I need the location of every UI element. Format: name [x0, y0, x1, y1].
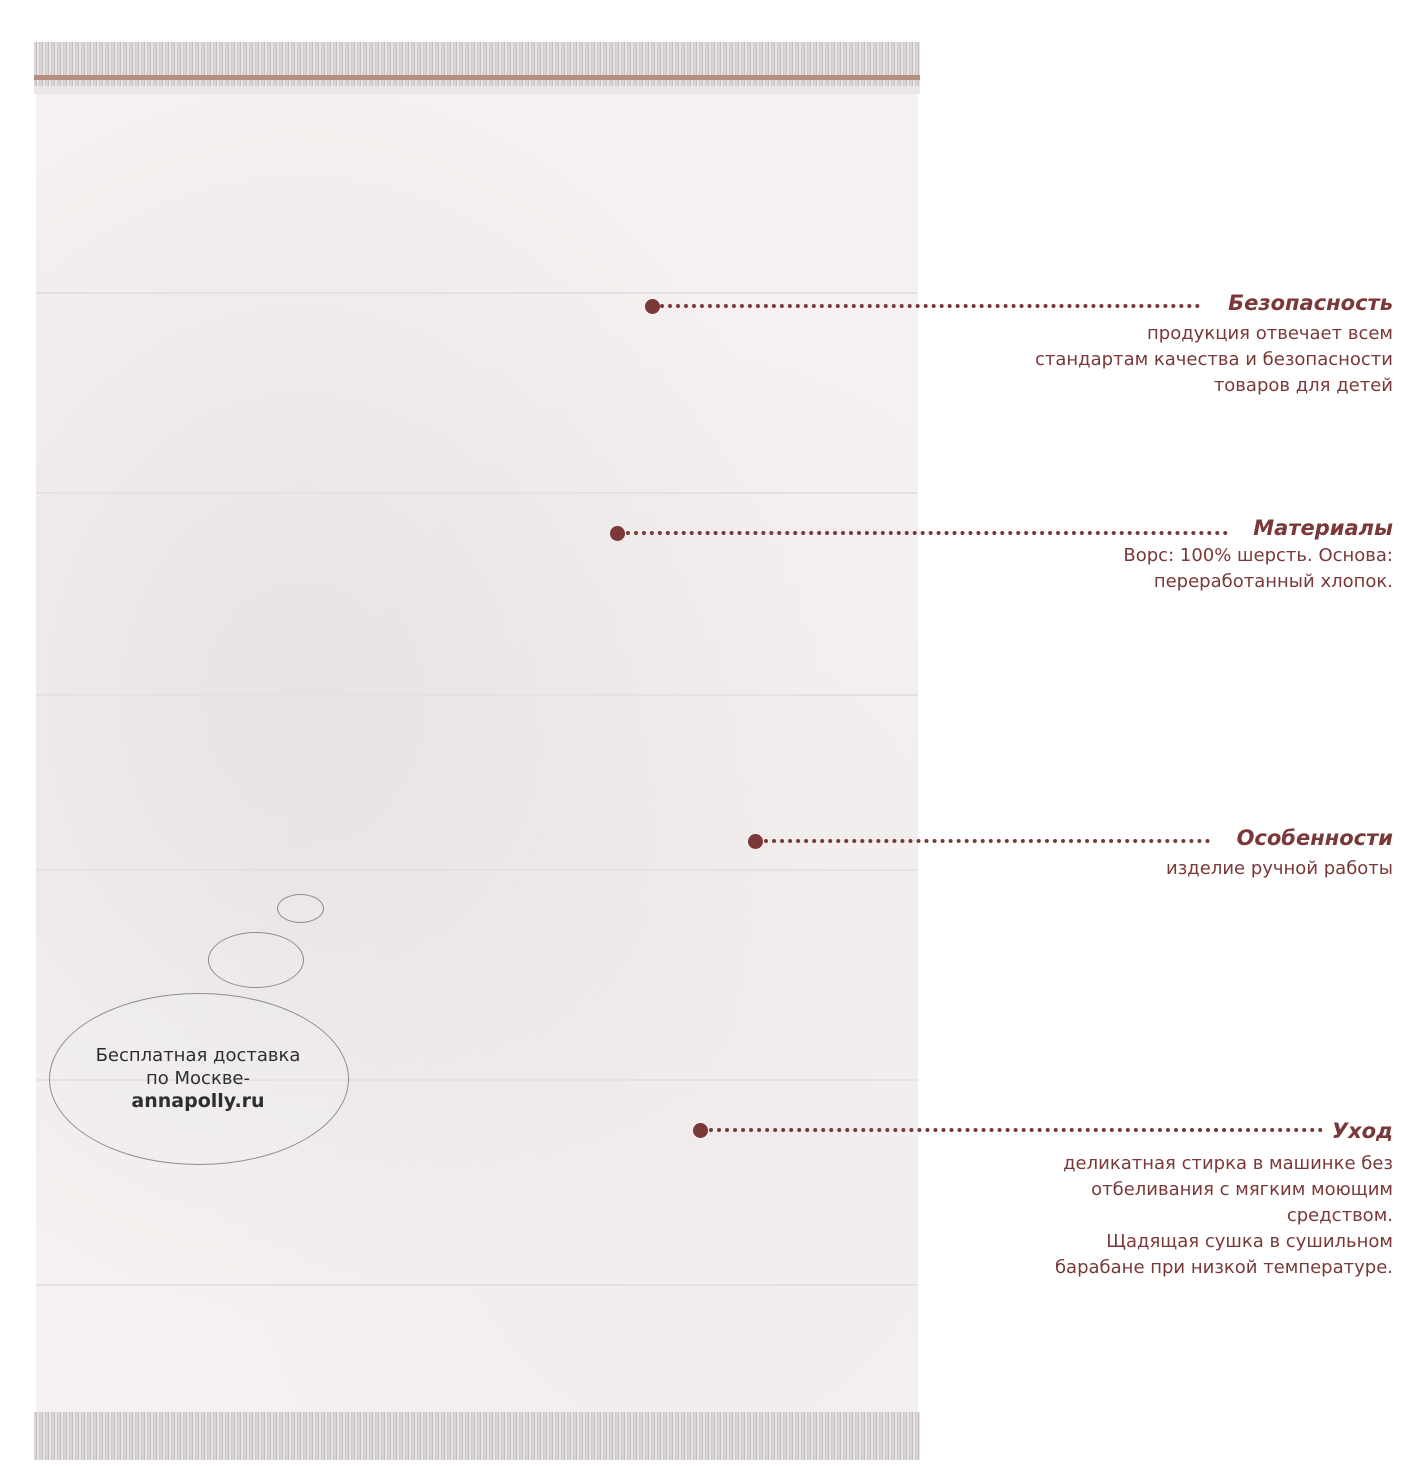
- rug-body: [36, 94, 918, 1440]
- callout-dot-features: [748, 834, 763, 849]
- rug-stripe-top: [34, 75, 920, 80]
- rug-seam: [36, 869, 918, 871]
- callout-dot-safety: [645, 299, 660, 314]
- feature-desc-line: Ворс: 100% шерсть. Основа:: [1123, 545, 1393, 566]
- rug-fringe-bottom: [34, 1412, 920, 1460]
- feature-desc-line: стандартам качества и безопасности: [1035, 349, 1393, 370]
- feature-desc-care: [1055, 1151, 1393, 1281]
- bubble-small: [277, 894, 324, 923]
- feature-desc-line: Щадящая сушка в сушильном: [1106, 1231, 1393, 1252]
- feature-title-materials: Материалы: [1253, 516, 1393, 540]
- bubble-medium: [208, 932, 304, 988]
- callout-line-care: [709, 1128, 1323, 1132]
- feature-desc-safety: [1035, 321, 1393, 399]
- rug-seam: [36, 1284, 918, 1286]
- callout-dot-care: [693, 1123, 708, 1138]
- callout-line-features: [764, 839, 1210, 843]
- feature-desc-line: изделие ручной работы: [1166, 858, 1393, 879]
- rug-seam: [36, 492, 918, 494]
- feature-desc-line: товаров для детей: [1213, 375, 1393, 396]
- rug-seam: [36, 694, 918, 696]
- promo-line-2: по Москве-: [146, 1068, 250, 1089]
- feature-desc-line: отбеливания с мягким моющим: [1091, 1179, 1393, 1200]
- feature-desc-features: [1166, 856, 1393, 882]
- promo-site-link[interactable]: annapolly.ru: [131, 1090, 265, 1112]
- feature-title-safety: Безопасность: [1228, 291, 1393, 315]
- feature-desc-line: средством.: [1286, 1205, 1393, 1226]
- rug-image: [34, 42, 920, 1460]
- promo-line-1: Бесплатная доставка: [95, 1045, 301, 1066]
- feature-desc-line: барабане при низкой температуре.: [1054, 1257, 1393, 1278]
- feature-title-care: Уход: [1331, 1119, 1393, 1143]
- rug-seam: [36, 292, 918, 294]
- callout-dot-materials: [610, 526, 625, 541]
- rug-band-top: [34, 86, 920, 94]
- promo-text: [56, 1044, 340, 1113]
- rug-fringe-top: [34, 42, 920, 90]
- feature-desc-materials: [1123, 543, 1393, 595]
- feature-desc-line: продукция отвечает всем: [1147, 323, 1393, 344]
- callout-line-safety: [660, 304, 1200, 308]
- callout-line-materials: [626, 531, 1228, 535]
- feature-desc-line: переработанный хлопок.: [1153, 571, 1393, 592]
- feature-title-features: Особенности: [1236, 826, 1393, 850]
- feature-desc-line: деликатная стирка в машинке без: [1063, 1153, 1393, 1174]
